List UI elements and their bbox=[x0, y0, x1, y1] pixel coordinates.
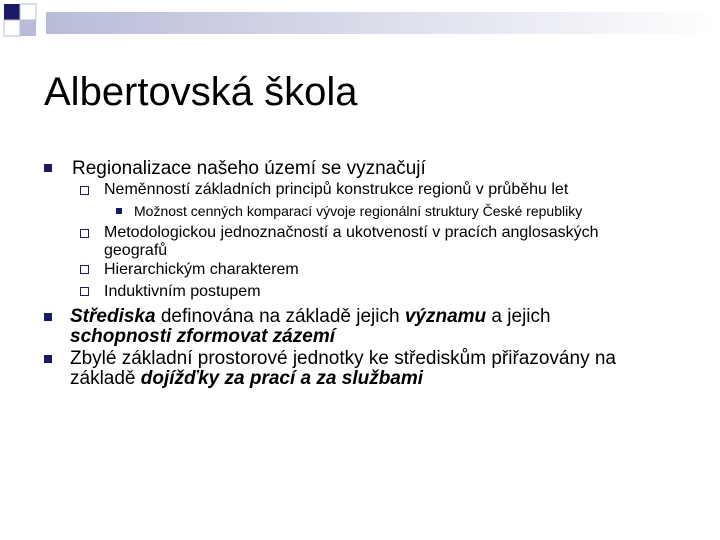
bullet-1-1-1-text: Možnost cenných komparací vývoje regionální struktury České republiky bbox=[134, 203, 583, 219]
bullet-2-plain-2: a jejich bbox=[486, 306, 551, 327]
bullet-3-text-line1: Zbylé základní prostorové jednotky ke střediskům přiřazovány na bbox=[70, 348, 616, 369]
header-gradient-bar bbox=[46, 12, 720, 34]
deco-square-light bbox=[20, 20, 36, 36]
bullet-2-emph-2: významu bbox=[404, 306, 487, 327]
bullet-square-icon bbox=[44, 313, 52, 321]
bullet-1-text: Regionalizace našeho území se vyznačují bbox=[72, 158, 426, 179]
hollow-square-icon bbox=[80, 265, 89, 274]
bullet-small-square-icon bbox=[116, 208, 122, 214]
bullet-3-plain: základě bbox=[70, 368, 141, 389]
hollow-square-icon bbox=[80, 186, 89, 195]
header-decoration bbox=[0, 0, 720, 46]
slide-title: Albertovská škola bbox=[44, 70, 358, 114]
bullet-2-text-line1 bbox=[70, 306, 551, 327]
bullet-1-2-text-line2: geografů bbox=[104, 242, 168, 259]
bullet-1-1-text: Neměnností základních principů konstrukce regionů v průběhu let bbox=[104, 181, 569, 198]
hollow-square-icon bbox=[80, 287, 89, 296]
bullet-1-4-text: Induktivním postupem bbox=[104, 283, 261, 300]
bullet-square-icon bbox=[44, 355, 52, 363]
bullet-3-text-line2 bbox=[70, 368, 423, 389]
deco-square-dark bbox=[4, 4, 20, 20]
bullet-square-icon bbox=[44, 164, 52, 172]
bullet-2-emph-1: Střediska bbox=[70, 306, 156, 327]
bullet-1-2-text-line1: Metodologickou jednoznačností a ukotveností v pracích anglosaských bbox=[104, 224, 599, 241]
bullet-3-emph: dojížďky za prací a za službami bbox=[140, 368, 424, 389]
bullet-1-3-text: Hierarchickým charakterem bbox=[104, 261, 299, 278]
bullet-2-text-line2: schopnosti zformovat zázemí bbox=[70, 326, 335, 347]
hollow-square-icon bbox=[80, 229, 89, 238]
bullet-2-plain-1: definována na základě jejich bbox=[155, 306, 405, 327]
